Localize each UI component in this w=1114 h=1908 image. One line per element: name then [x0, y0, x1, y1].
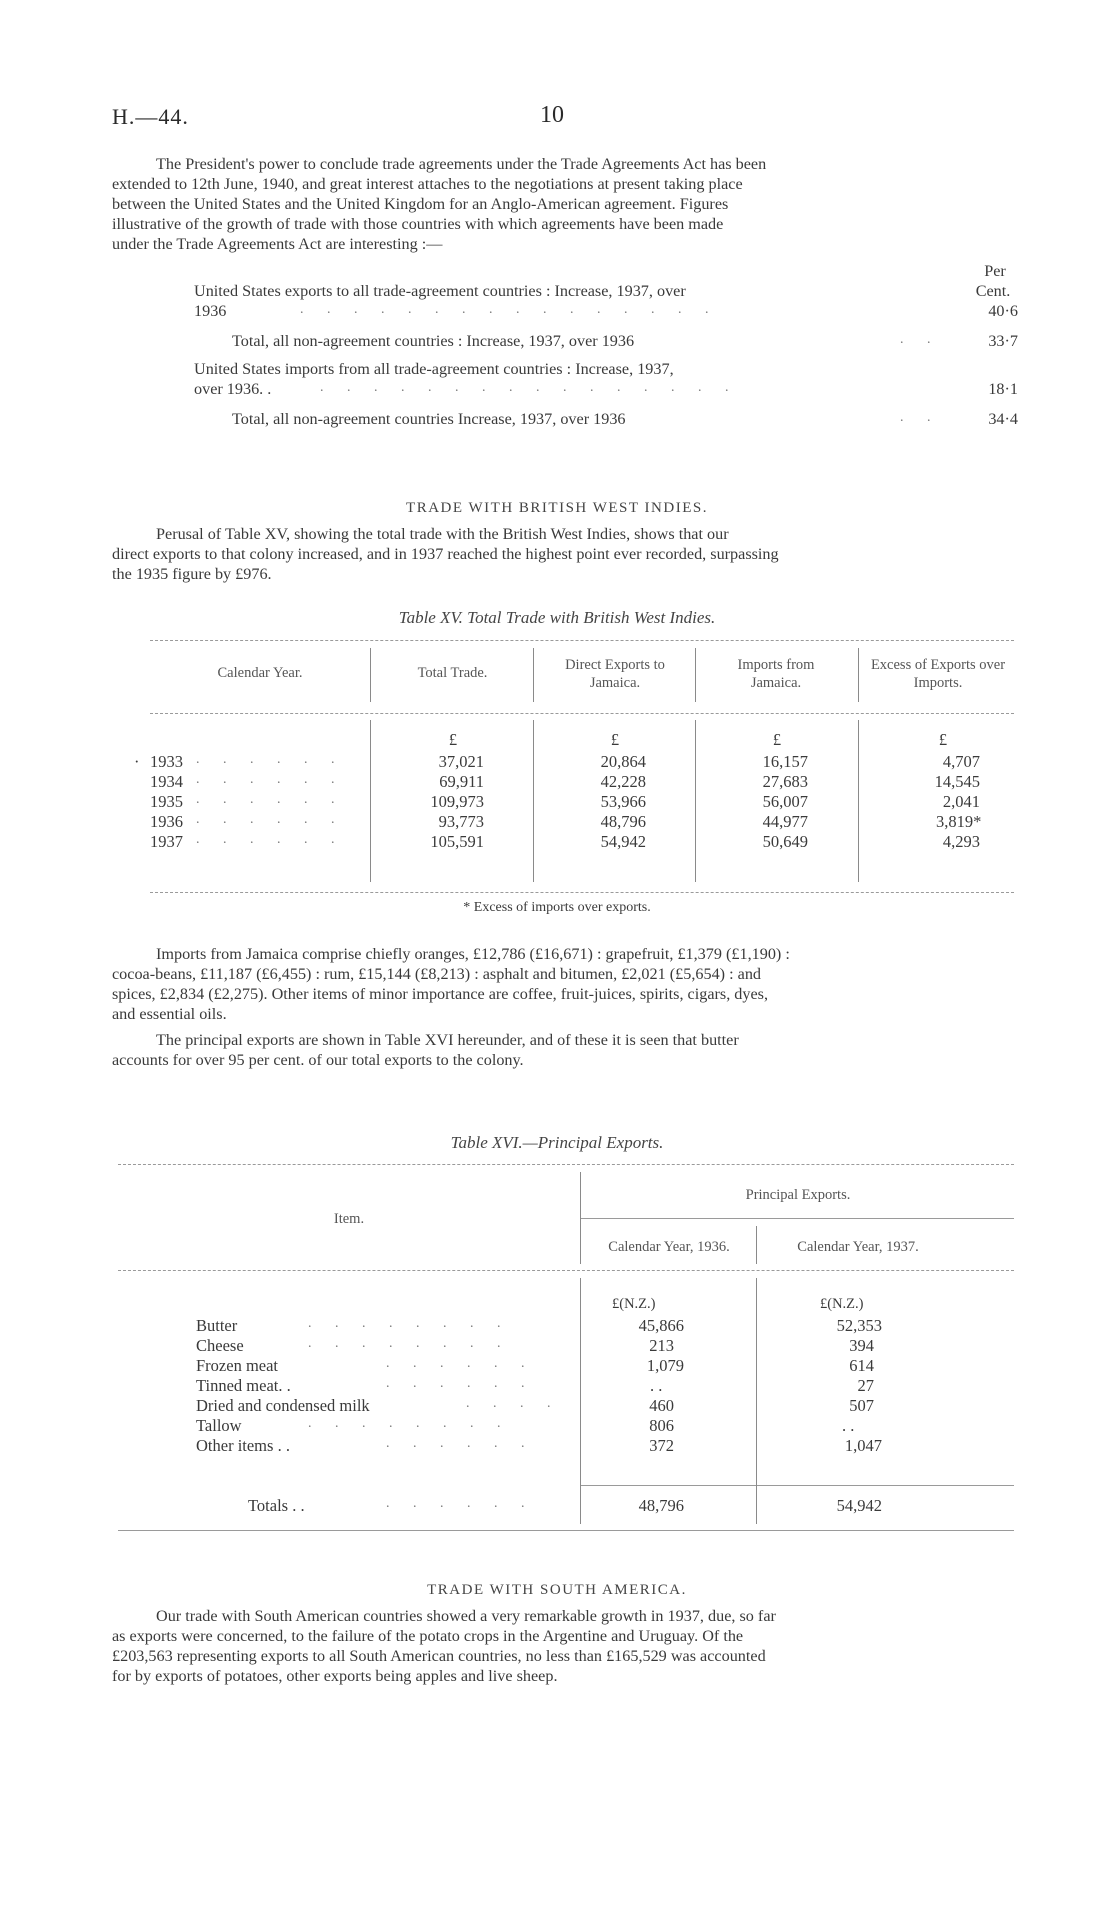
stat-line: Total, all non-agreement countries Increase, 1937, over 1936	[232, 410, 626, 428]
excess-cell: 4,707	[942, 752, 980, 771]
exports-cell: 42,228	[600, 772, 646, 791]
exports-paragraph	[112, 1030, 1018, 1070]
imports-paragraph	[112, 944, 1018, 1024]
stat-value: 33·7	[988, 332, 1018, 350]
stat-line: over 1936. .	[194, 380, 272, 398]
year-cell: 1933	[150, 752, 183, 771]
item-cell: Frozen meat	[196, 1356, 279, 1375]
stat-line: United States exports to all trade-agreement countries : Increase, 1937, over	[194, 282, 686, 300]
paragraph-line: the 1935 figure by £976.	[112, 565, 272, 583]
item-cell: Dried and condensed milk	[196, 1396, 370, 1415]
paragraph-line: and essential oils.	[112, 1005, 227, 1023]
excess-cell: 2,041	[942, 792, 980, 811]
imports-cell: 50,649	[762, 832, 808, 851]
intro-paragraph	[112, 154, 1018, 254]
column-header: Total Trade.	[417, 665, 488, 681]
intro-line: between the United States and the United Kingdom for an Anglo-American agreement. Figures	[112, 195, 729, 213]
unit-label: £	[938, 730, 948, 749]
exports-cell: 48,796	[600, 812, 646, 831]
table-rule	[150, 892, 1014, 893]
value-1936-cell: 1,079	[646, 1356, 684, 1375]
column-header: Imports from Jamaica.	[737, 657, 815, 691]
intro-line: under the Trade Agreements Act are interesting :—	[112, 235, 443, 253]
unit-label: £	[610, 730, 620, 749]
table-rule	[150, 640, 1014, 641]
table-rule	[118, 1530, 1014, 1531]
south-america-paragraph	[112, 1606, 1018, 1686]
column-divider	[533, 648, 534, 702]
document-reference: H.—44.	[112, 104, 189, 129]
leader-dots: . . . . . . . . . . . . . . . .	[320, 380, 739, 395]
stat-value: 18·1	[988, 380, 1018, 398]
section-heading-south-america: TRADE WITH SOUTH AMERICA.	[427, 1582, 687, 1598]
item-cell: Tallow	[196, 1416, 242, 1435]
intro-line: The President's power to conclude trade agreements under the Trade Agreements Act has been	[156, 155, 767, 173]
leader-dots: . . . . . .	[386, 1436, 535, 1451]
value-1936-cell: 45,866	[638, 1316, 684, 1335]
unit-label: £	[448, 730, 458, 749]
item-cell: Other items . .	[196, 1436, 290, 1455]
value-1936-cell: 372	[649, 1436, 674, 1455]
total-1937-cell: 54,942	[836, 1496, 882, 1515]
leader-dots: . . . .	[466, 1396, 561, 1411]
excess-cell: 3,819*	[936, 812, 982, 831]
value-1937-cell: 52,353	[836, 1316, 882, 1335]
year-cell: 1934	[150, 772, 183, 791]
exports-cell: 54,942	[600, 832, 646, 851]
table-rule	[118, 1270, 1014, 1271]
exports-cell: 20,864	[600, 752, 646, 771]
column-divider	[858, 720, 859, 882]
item-cell: Cheese	[196, 1336, 244, 1355]
unit-label: £(N.Z.)	[820, 1296, 864, 1312]
value-1937-cell: 1,047	[844, 1436, 882, 1455]
column-header: Calendar Year.	[217, 665, 303, 681]
imports-cell: 44,977	[762, 812, 808, 831]
leader-dots: . . . . . .	[196, 752, 345, 767]
value-1936-cell: 460	[649, 1396, 674, 1415]
section-heading-west-indies: TRADE WITH BRITISH WEST INDIES.	[406, 500, 708, 516]
totals-label: Totals . .	[248, 1496, 305, 1515]
stat-line: United States imports from all trade-agreement countries : Increase, 1937,	[194, 360, 674, 378]
value-1936-cell: 806	[649, 1416, 674, 1435]
paragraph-line: accounts for over 95 per cent. of our total exports to the colony.	[112, 1051, 524, 1069]
total-1936-cell: 48,796	[638, 1496, 684, 1515]
excess-cell: 4,293	[942, 832, 980, 851]
unit-label: £(N.Z.)	[612, 1296, 656, 1312]
leader-dots: . . . . . .	[386, 1376, 535, 1391]
intro-line: extended to 12th June, 1940, and great interest attaches to the negotiations at present taking place	[112, 175, 743, 193]
leader-dots: . . . . . . . .	[308, 1416, 511, 1431]
column-divider	[370, 648, 371, 702]
cent-label: Cent.	[975, 282, 1011, 300]
column-divider	[580, 1172, 581, 1264]
exports-cell: 53,966	[600, 792, 646, 811]
paragraph-line: for by exports of potatoes, other exports being apples and live sheep.	[112, 1667, 558, 1685]
leader-dots: . . . . . .	[196, 832, 345, 847]
column-divider	[580, 1278, 581, 1524]
value-1937-cell: 614	[849, 1356, 874, 1375]
column-header: Calendar Year, 1936.	[608, 1239, 730, 1255]
column-divider	[695, 648, 696, 702]
stat-line: 1936	[194, 302, 227, 320]
column-header: Excess of Exports over Imports.	[870, 657, 1006, 691]
paragraph-line: Imports from Jamaica comprise chiefly oranges, £12,786 (£16,671) : grapefruit, £1,379 (£1,190) :	[156, 945, 790, 963]
leader-dots: . .	[900, 410, 941, 425]
imports-cell: 27,683	[762, 772, 808, 791]
paragraph-line: £203,563 representing exports to all South American countries, no less than £165,529 was accounted	[112, 1647, 766, 1665]
total-cell: 105,591	[430, 832, 484, 851]
stat-line: Total, all non-agreement countries : Increase, 1937, over 1936	[232, 332, 635, 350]
leader-dots: . . . . . .	[196, 792, 345, 807]
table-footnote: * Excess of imports over exports.	[463, 900, 651, 915]
excess-cell: 14,545	[934, 772, 980, 791]
year-cell: 1936	[150, 812, 183, 831]
unit-label: £	[772, 730, 782, 749]
item-cell: Tinned meat. .	[196, 1376, 291, 1395]
column-divider	[756, 1278, 757, 1524]
per-label: Per	[984, 262, 1006, 280]
total-cell: 109,973	[430, 792, 484, 811]
table-rule	[580, 1218, 1014, 1219]
paragraph-line: spices, £2,834 (£2,275). Other items of minor importance are coffee, fruit-juices, spirits, cigars, dyes,	[112, 985, 769, 1003]
paragraph-line: Our trade with South American countries showed a very remarkable growth in 1937, due, so far	[156, 1607, 776, 1625]
leader-dots: . .	[900, 332, 941, 347]
value-1936-cell: . .	[650, 1376, 663, 1395]
paragraph-line: cocoa-beans, £11,187 (£6,455) : rum, £15,144 (£8,213) : asphalt and bitumen, £2,021 (£5,654) : and	[112, 965, 762, 983]
table-rule	[580, 1485, 1014, 1486]
table-xv-caption: Table XV. Total Trade with British West Indies.	[398, 608, 716, 627]
column-divider	[756, 1226, 757, 1264]
leader-dots: . . . . . .	[386, 1356, 535, 1371]
value-1937-cell: 27	[857, 1376, 874, 1395]
imports-cell: 56,007	[762, 792, 808, 811]
stat-value: 34·4	[988, 410, 1018, 428]
leader-dots: . . . . . . . . . . . . . . . .	[300, 302, 719, 317]
table-rule	[118, 1164, 1014, 1165]
column-header: Direct Exports to Jamaica.	[565, 657, 665, 691]
leader-dots: . . . . . .	[386, 1496, 535, 1511]
column-header: Calendar Year, 1937.	[797, 1239, 919, 1255]
stat-value: 40·6	[988, 302, 1018, 320]
paragraph-line: direct exports to that colony increased, and in 1937 reached the highest point ever recorded, surpassing	[112, 545, 779, 563]
row-mark: ·	[134, 752, 140, 771]
leader-dots: . . . . . .	[196, 812, 345, 827]
intro-line: illustrative of the growth of trade with those countries with which agreements have been made	[112, 215, 724, 233]
group-header: Principal Exports.	[745, 1187, 851, 1203]
leader-dots: . . . . . .	[196, 772, 345, 787]
value-1936-cell: 213	[649, 1336, 674, 1355]
total-cell: 37,021	[438, 752, 484, 771]
paragraph-line: The principal exports are shown in Table XVI hereunder, and of these it is seen that butter	[156, 1031, 739, 1049]
column-divider	[858, 648, 859, 702]
total-cell: 69,911	[439, 772, 484, 791]
value-1937-cell: 394	[849, 1336, 874, 1355]
column-divider	[370, 720, 371, 882]
paragraph-line: as exports were concerned, to the failure of the potato crops in the Argentine and Uruguay. Of the	[112, 1627, 744, 1645]
total-cell: 93,773	[438, 812, 484, 831]
west-indies-paragraph	[112, 524, 1018, 584]
year-cell: 1937	[150, 832, 183, 851]
item-cell: Butter	[196, 1316, 238, 1335]
item-header: Item.	[333, 1211, 365, 1227]
table-rule	[150, 713, 1014, 714]
paragraph-line: Perusal of Table XV, showing the total trade with the British West Indies, shows that our	[156, 525, 729, 543]
leader-dots: . . . . . . . .	[308, 1316, 511, 1331]
year-cell: 1935	[150, 792, 183, 811]
value-1937-cell: . .	[842, 1416, 855, 1435]
leader-dots: . . . . . . . .	[308, 1336, 511, 1351]
table-xvi-caption: Table XVI.—Principal Exports.	[450, 1133, 664, 1152]
page-number: 10	[540, 102, 564, 128]
value-1937-cell: 507	[849, 1396, 874, 1415]
imports-cell: 16,157	[762, 752, 808, 771]
